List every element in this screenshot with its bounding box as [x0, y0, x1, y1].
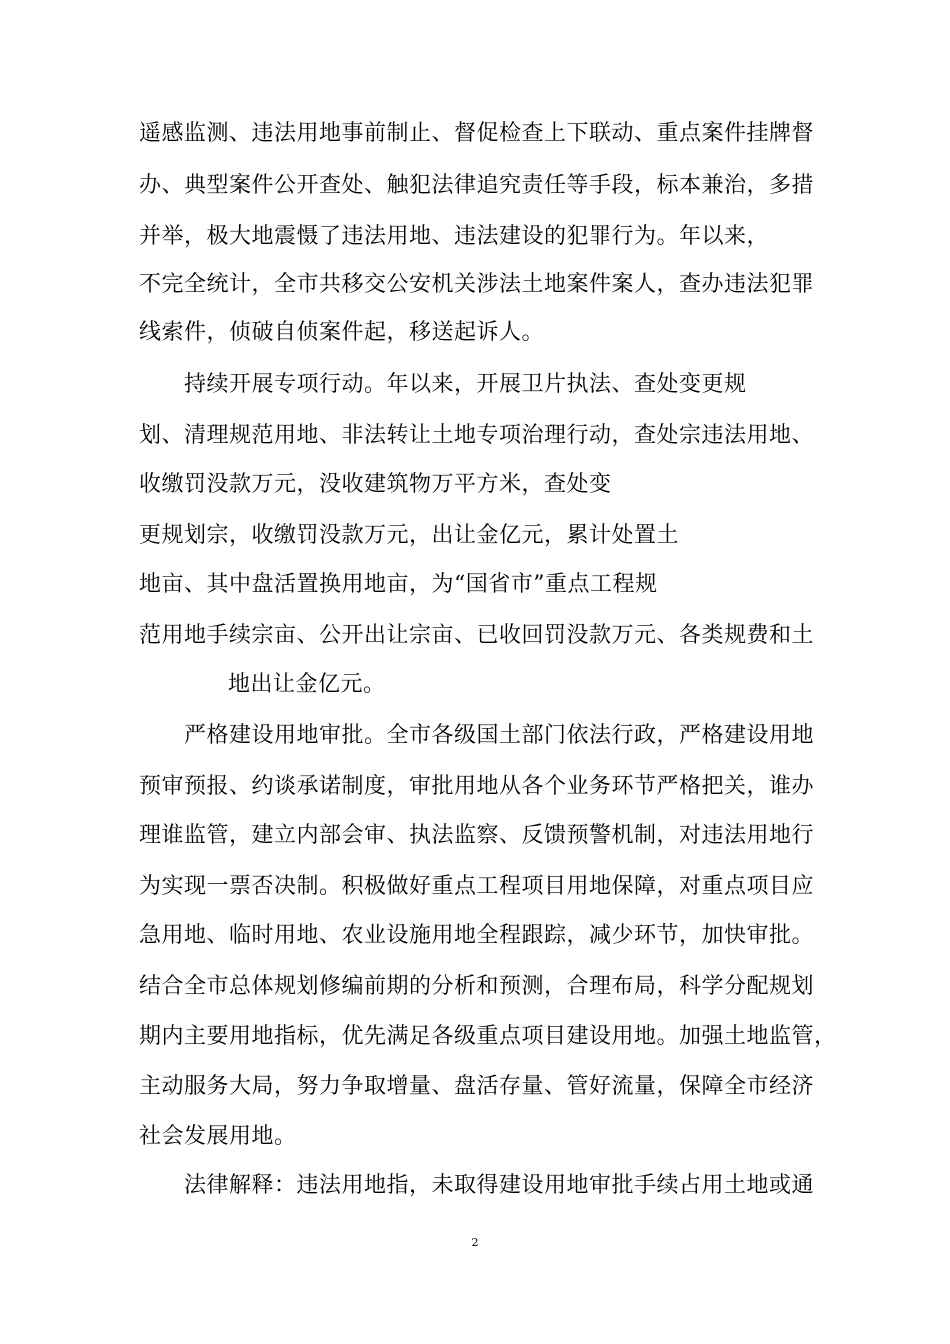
page-number: 2 [471, 1236, 479, 1249]
text-line: 更规划宗，收缴罚没款万元，出让金亿元，累计处置土 [139, 523, 680, 548]
paragraph-heading-line: 持续开展专项行动。年以来，开展卫片执法、查处变更规 [184, 372, 747, 397]
text-line: 结合全市总体规划修编前期的分析和预测，合理布局，科学分配规划 [139, 974, 815, 999]
text-line: 地亩、其中盘活置换用地亩，为“国省市”重点工程规 [139, 572, 658, 597]
text-line: 期内主要用地指标，优先满足各级重点项目建设用地。加强土地监管， [139, 1024, 837, 1049]
text-line: 急用地、临时用地、农业设施用地全程跟踪，减少环节，加快审批。 [139, 923, 815, 948]
text-line: 主动服务大局，努力争取增量、盘活存量、管好流量，保障全市经济 [139, 1074, 815, 1099]
paragraph-heading-line: 严格建设用地审批。全市各级国土部门依法行政，严格建设用地 [184, 723, 815, 748]
text-line: 并举，极大地震慑了违法用地、违法建设的犯罪行为。年以来， [139, 224, 770, 249]
paragraph-heading-line: 法律解释：违法用地指，未取得建设用地审批手续占用土地或通 [184, 1173, 815, 1198]
text-line: 范用地手续宗亩、公开出让宗亩、已收回罚没款万元、各类规费和土 [139, 623, 815, 648]
text-line: 不完全统计，全市共移交公安机关涉法土地案件案人，查办违法犯罪 [139, 272, 815, 297]
text-line: 理谁监管，建立内部会审、执法监察、反馈预警机制，对违法用地行 [139, 823, 815, 848]
text-line: 划、清理规范用地、非法转让土地专项治理行动，查处宗违法用地、 [139, 423, 815, 448]
text-line: 办、典型案件公开查处、触犯法律追究责任等手段，标本兼治，多措 [139, 173, 815, 198]
text-line: 社会发展用地。 [139, 1124, 297, 1149]
text-line: 线索件，侦破自侦案件起，移送起诉人。 [139, 320, 545, 345]
text-line: 遥感监测、违法用地事前制止、督促检查上下联动、重点案件挂牌督 [139, 121, 815, 146]
text-line: 预审预报、约谈承诺制度，审批用地从各个业务环节严格把关，谁办 [139, 774, 815, 799]
text-line: 收缴罚没款万元，没收建筑物万平方米，查处变 [139, 472, 612, 497]
text-line: 为实现一票否决制。积极做好重点工程项目用地保障，对重点项目应 [139, 874, 815, 899]
text-line: 地出让金亿元。 [228, 672, 386, 697]
